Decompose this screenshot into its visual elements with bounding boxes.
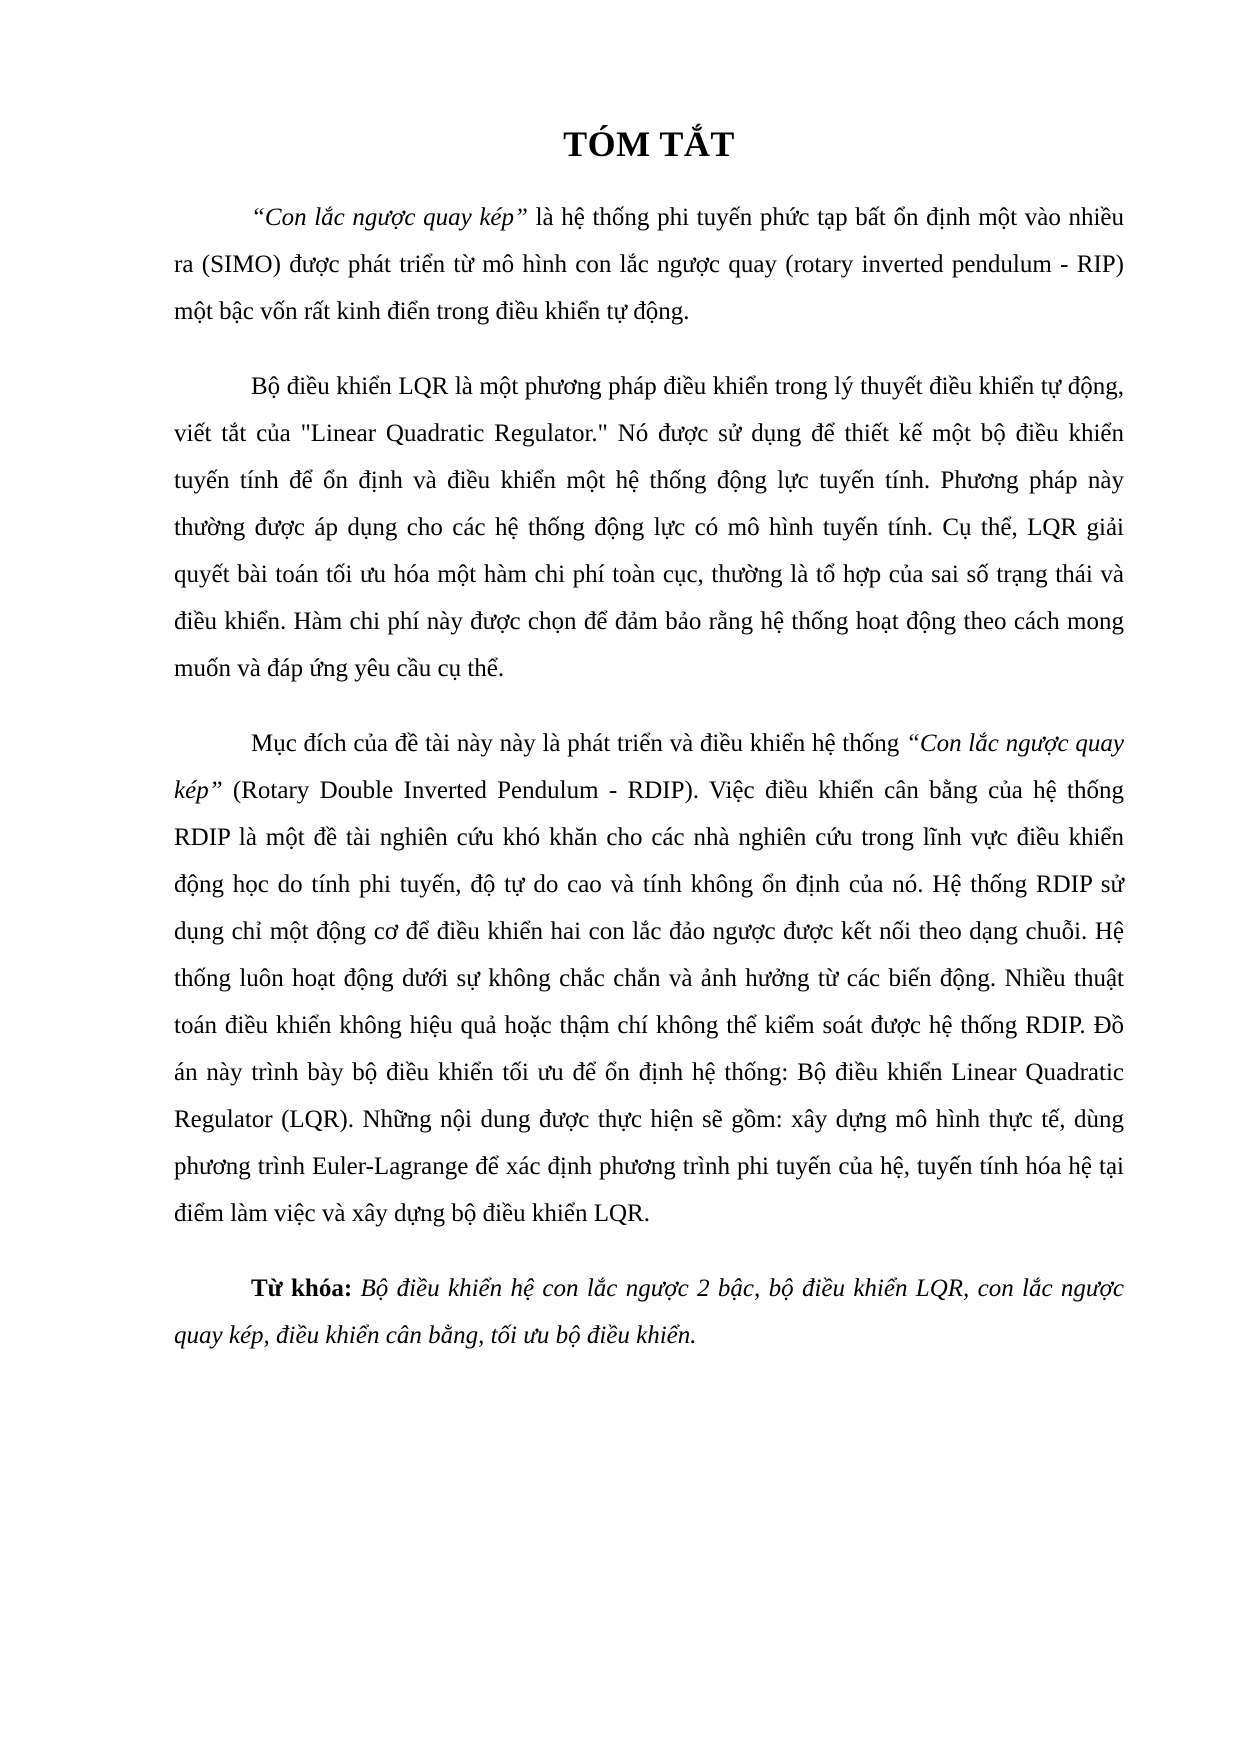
paragraph-purpose-start: Mục đích của đề tài này này là phát triển và điều khiển hệ thống bbox=[251, 730, 906, 757]
paragraph-intro-text: là hệ thống phi tuyến phức tạp bất ổn định một vào nhiều ra (SIMO) được phát triển từ mô hình con lắc ngược quay (rotary inverted pendulum - RIP) một bậc vốn rất kinh điển trong điều khiển tự động. bbox=[174, 204, 1124, 325]
keywords-paragraph bbox=[174, 1265, 1124, 1359]
keywords-label: Từ khóa: bbox=[251, 1275, 353, 1302]
paragraph-purpose-text: (Rotary Double Inverted Pendulum - RDIP). Việc điều khiển cân bằng của hệ thống RDIP là một đề tài nghiên cứu khó khăn cho các nhà nghiên cứu trong lĩnh vực điều khiển động học do tính phi tuyến, độ tự do cao và tính không ổn định của nó. Hệ thống RDIP sử dụng chỉ một động cơ để điều khiển hai con lắc đảo ngược được kết nối theo dạng chuỗi. Hệ thống luôn hoạt động dưới sự không chắc chắn và ảnh hưởng từ các biến động. Nhiều thuật toán điều khiển không hiệu quả hoặc thậm chí không thể kiểm soát được hệ thống RDIP. Đồ án này trình bày bộ điều khiển tối ưu để ổn định hệ thống: Bộ điều khiển Linear Quadratic Regulator (LQR). Những nội dung được thực hiện sẽ gồm: xây dựng mô hình thực tế, dùng phương trình Euler-Lagrange để xác định phương trình phi tuyến của hệ, tuyến tính hóa hệ tại điểm làm việc và xây dựng bộ điều khiển LQR. bbox=[174, 777, 1124, 1227]
paragraph-purpose bbox=[174, 720, 1124, 1237]
paragraph-intro bbox=[174, 194, 1124, 335]
page-title: TÓM TẮT bbox=[563, 124, 735, 164]
paragraph-lqr: Bộ điều khiển LQR là một phương pháp điều khiển trong lý thuyết điều khiển tự động, viết tắt của "Linear Quadratic Regulator." Nó được sử dụng để thiết kế một bộ điều khiển tuyến tính để ổn định và điều khiển một hệ thống động lực tuyến tính. Phương pháp này thường được áp dụng cho các hệ thống động lực có mô hình tuyến tính. Cụ thể, LQR giải quyết bài toán tối ưu hóa một hàm chi phí toàn cục, thường là tổ hợp của sai số trạng thái và điều khiển. Hàm chi phí này được chọn để đảm bảo rằng hệ thống hoạt động theo cách mong muốn và đáp ứng yêu cầu cụ thể. bbox=[174, 373, 1124, 682]
paragraph-purpose-italic: “Con lắc ngược quay kép” bbox=[174, 730, 1124, 804]
document-page bbox=[174, 122, 1124, 1359]
keywords-text: Bộ điều khiển hệ con lắc ngược 2 bậc, bộ điều khiển LQR, con lắc ngược quay kép, điều khiển cân bằng, tối ưu bộ điều khiển. bbox=[174, 1275, 1125, 1349]
paragraph-intro-italic: “Con lắc ngược quay kép” bbox=[251, 204, 528, 231]
